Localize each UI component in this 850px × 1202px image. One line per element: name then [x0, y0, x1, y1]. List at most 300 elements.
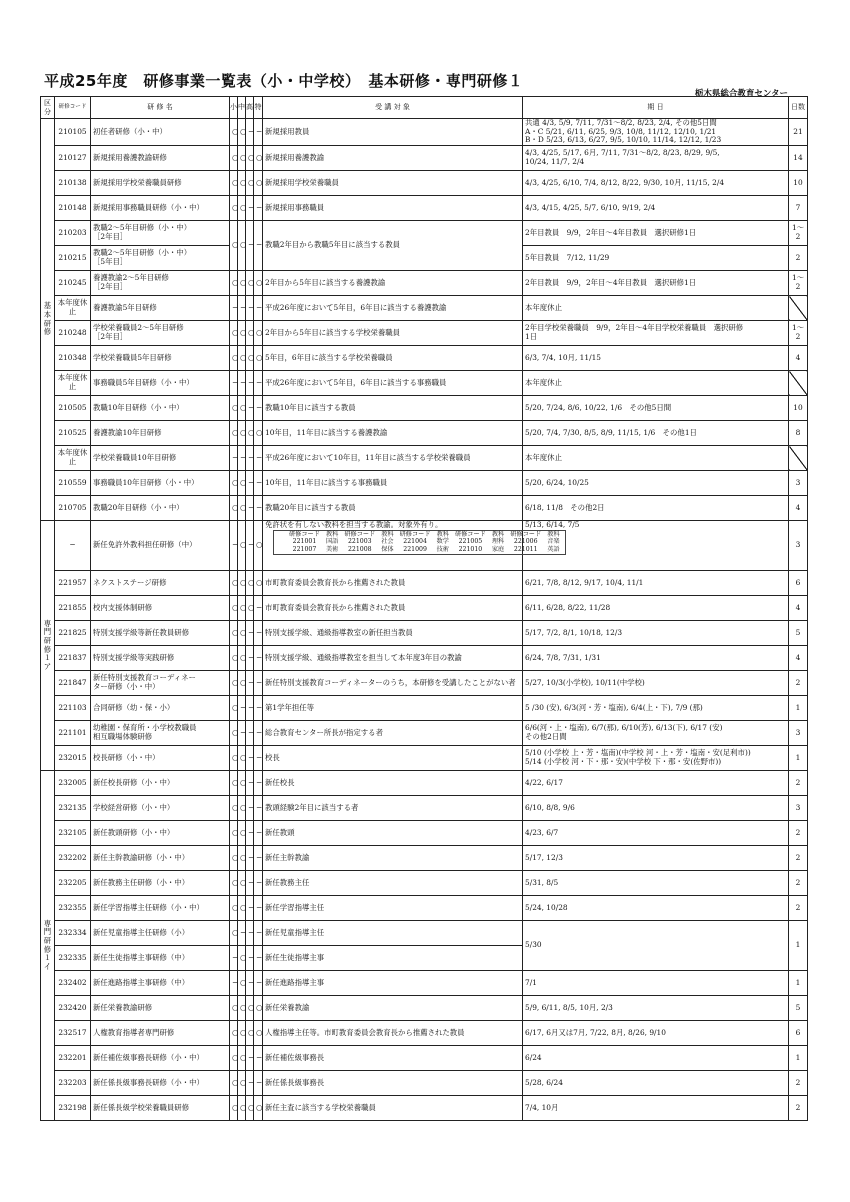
school-mark: − [254, 496, 263, 521]
school-mark: − [230, 446, 238, 471]
school-mark: − [246, 296, 254, 321]
training-name [91, 346, 230, 371]
school-mark: − [254, 596, 263, 621]
training-name-line: 初任者研修（小・中） [93, 126, 167, 136]
section-label-senmon_i [41, 771, 55, 1121]
schedule-cell [523, 396, 789, 421]
menkyo-cell: 221004 [403, 538, 427, 546]
target-cell: 新任主査に該当する学校栄養職員 [263, 1096, 523, 1121]
schedule-cell [523, 271, 789, 296]
school-mark: − [246, 771, 254, 796]
text-line: 学校栄養職員2〜5年目研修 [93, 323, 184, 333]
header-target: 受 講 対 象 [263, 97, 523, 119]
target-cell: 新任進路指導主事 [263, 971, 523, 996]
menkyo-cell: 221009 [403, 545, 427, 553]
schedule-cell [523, 971, 789, 996]
training-name [91, 1021, 230, 1046]
training-name [91, 896, 230, 921]
table-row [41, 996, 808, 1021]
school-mark: ○ [230, 1021, 238, 1046]
table-row [41, 1046, 808, 1071]
school-mark: − [254, 671, 263, 696]
training-code: 221101 [55, 721, 91, 746]
target-cell: 総合教育センター所長が指定する者 [263, 721, 523, 746]
schedule-cell [523, 1096, 789, 1121]
school-mark: ○ [238, 471, 246, 496]
target-cell: 第1学年担任等 [263, 696, 523, 721]
school-mark: ○ [230, 921, 238, 946]
school-mark: ○ [238, 746, 246, 771]
school-mark: ○ [238, 671, 246, 696]
text-line: 共通 4/3, 5/9, 7/11, 7/31〜8/2, 8/23, 2/4, その他5日間 [525, 118, 717, 127]
schedule-cell [523, 821, 789, 846]
school-mark: − [246, 921, 254, 946]
school-mark: − [246, 896, 254, 921]
schedule-cell [523, 746, 789, 771]
training-name-line: 新任生徒指導主事研修（中） [93, 952, 190, 962]
training-name [91, 221, 230, 246]
schedule-cell-line: 本年度休止 [525, 377, 562, 387]
table-row [41, 921, 808, 946]
school-mark: − [254, 846, 263, 871]
school-mark: ○ [238, 171, 246, 196]
table-row [41, 196, 808, 221]
school-mark: − [254, 196, 263, 221]
target-cell: 新任係長級事務長 [263, 1071, 523, 1096]
text-line: 教職2〜5年目研修（小・中） [93, 248, 192, 258]
table-row [41, 646, 808, 671]
training-code: 232015 [55, 746, 91, 771]
days-cell: 10 [789, 171, 808, 196]
training-name-line: 校内支援体制研修 [93, 602, 153, 612]
school-mark: − [246, 221, 254, 271]
menkyo-cell: 美術 [325, 545, 339, 553]
table-row [41, 371, 808, 396]
text-line: ［2年目］ [93, 232, 128, 242]
training-code: 232420 [55, 996, 91, 1021]
target-cell: 新規採用事務職員 [263, 196, 523, 221]
school-mark: ○ [254, 321, 263, 346]
school-mark: − [254, 1046, 263, 1071]
days-cell: 5 [789, 621, 808, 646]
section-char: １ [43, 953, 52, 963]
school-mark: − [230, 971, 238, 996]
school-mark: − [246, 971, 254, 996]
school-mark: ○ [238, 221, 246, 271]
target-cell: 5年目，6年目に該当する学校栄養職員 [263, 346, 523, 371]
days-cell [789, 296, 808, 321]
school-mark: − [238, 296, 246, 321]
section-char: 研 [43, 318, 52, 328]
target-cell: 校長 [263, 746, 523, 771]
training-name [91, 246, 230, 271]
target-cell: 平成26年度において10年目，11年目に該当する学校栄養職員 [263, 446, 523, 471]
school-mark: − [254, 871, 263, 896]
schedule-cell [523, 496, 789, 521]
training-name [91, 396, 230, 421]
training-name-line: 学校経営研修（小・中） [93, 802, 175, 812]
days-cell: 2 [789, 246, 808, 271]
table-row [41, 119, 808, 146]
header-row [41, 97, 808, 119]
school-mark: ○ [254, 421, 263, 446]
training-name-line: 教職20年目研修（小・中） [93, 502, 184, 512]
training-name-line: 新任進路指導主事研修（中） [93, 977, 190, 987]
text-line: 4/3, 4/25, 5/17, 6月, 7/11, 7/31〜8/2, 8/23, 8/29, 9/5, [525, 148, 720, 158]
schedule-cell [523, 321, 789, 346]
schedule-cell-line: 本年度休止 [525, 302, 562, 312]
training-code: 210505 [55, 396, 91, 421]
table-row [41, 896, 808, 921]
training-name-line: 特別支援学級等実践研修 [93, 652, 175, 662]
school-mark: − [254, 946, 263, 971]
schedule-cell-line: 6/10, 8/8, 9/6 [525, 802, 575, 812]
school-mark: − [246, 196, 254, 221]
school-mark: ○ [230, 271, 238, 296]
school-mark: − [246, 496, 254, 521]
school-mark: − [254, 446, 263, 471]
days-cell: 4 [789, 496, 808, 521]
days-cell: 2 [789, 821, 808, 846]
schedule-cell-line: 6/11, 6/28, 8/22, 11/28 [525, 602, 611, 612]
school-mark: ○ [230, 119, 238, 146]
school-mark: ○ [238, 1021, 246, 1046]
days-cell: 6 [789, 1021, 808, 1046]
training-code: 221103 [55, 696, 91, 721]
school-mark: ○ [238, 346, 246, 371]
training-code: 210127 [55, 146, 91, 171]
training-code: 232334 [55, 921, 91, 946]
menkyo-cell: 221005 [458, 538, 483, 546]
target-cell: 新規採用養護教諭 [263, 146, 523, 171]
school-mark: ○ [238, 146, 246, 171]
school-mark: ○ [230, 1071, 238, 1096]
schedule-cell-line: 6/21, 7/8, 8/12, 9/17, 10/4, 11/1 [525, 577, 644, 587]
training-code: 232355 [55, 896, 91, 921]
schedule-cell-line: 4/3, 4/25, 6/10, 7/4, 8/12, 8/22, 9/30, 10月, 11/15, 2/4 [525, 177, 725, 187]
menkyo-cell: 221003 [347, 538, 372, 546]
schedule-cell-line: 5/9, 6/11, 8/5, 10月, 2/3 [525, 1002, 613, 1012]
school-mark: ○ [254, 571, 263, 596]
schedule-cell [523, 371, 789, 396]
table-row [41, 271, 808, 296]
menkyo-cell: 英語 [547, 545, 560, 553]
page-title: 平成25年度 研修事業一覧表（小・中学校） 基本研修・専門研修１ [44, 72, 524, 90]
section-char: 専 [43, 918, 52, 928]
days-cell: 3 [789, 721, 808, 746]
menkyo-row [286, 538, 563, 545]
table-row [41, 571, 808, 596]
section-char: １ [43, 653, 52, 663]
target-cell: 新任校長 [263, 771, 523, 796]
school-mark: − [246, 796, 254, 821]
training-name-line: 事務職員5年目研修（小・中） [93, 377, 194, 387]
section-char: 専 [43, 618, 52, 628]
school-mark: ○ [254, 171, 263, 196]
section-char: イ [43, 962, 52, 972]
menkyo-cell: 数学 [436, 538, 449, 546]
schedule-cell-line: 5 /30 (安), 6/3(河・芳・塩南), 6/4(上・下), 7/9 (那) [525, 702, 703, 712]
schedule-cell-line: 5/27, 10/3(小学校), 10/11(中学校) [525, 677, 645, 687]
days-cell: 1 [789, 1046, 808, 1071]
header-mid: 中 [238, 97, 246, 119]
training-name [91, 871, 230, 896]
training-name-line: 新規採用学校栄養職員研修 [93, 177, 182, 187]
school-mark: ○ [230, 1046, 238, 1071]
section-char: 門 [43, 927, 52, 937]
training-name [91, 996, 230, 1021]
school-mark: − [246, 846, 254, 871]
table-row [41, 621, 808, 646]
school-mark: ○ [238, 646, 246, 671]
schedule-cell-line: 5/17, 12/3 [525, 852, 563, 862]
target-cell: 新任補佐級事務長 [263, 1046, 523, 1071]
target-cell: 新規採用学校栄養職員 [263, 171, 523, 196]
schedule-cell [523, 221, 789, 246]
training-name [91, 321, 230, 346]
training-name-line: 教職10年目研修（小・中） [93, 402, 184, 412]
days-cell: 2 [789, 846, 808, 871]
days-cell: 2 [789, 896, 808, 921]
school-mark: − [246, 471, 254, 496]
header-elem: 小 [230, 97, 238, 119]
training-name-line: 新任栄養教諭研修 [93, 1002, 153, 1012]
days-cell: 3 [789, 796, 808, 821]
menkyo-cell: 国語 [325, 538, 339, 546]
training-name-line: 養護教諭5年目研修 [93, 302, 157, 312]
school-mark: ○ [246, 346, 254, 371]
school-mark: ○ [230, 146, 238, 171]
schedule-cell-line: 5/13, 6/14, 7/5 [525, 520, 580, 530]
section-char: 門 [43, 627, 52, 637]
text-line: A・C 5/21, 6/11, 6/25, 9/3, 10/8, 11/12, 12/10, 1/21 [525, 126, 717, 136]
training-code: 232105 [55, 821, 91, 846]
days-cell: 7 [789, 196, 808, 221]
school-mark: − [238, 721, 246, 746]
school-mark: ○ [238, 321, 246, 346]
training-name [91, 571, 230, 596]
school-mark: − [254, 796, 263, 821]
text-line: ター研修（小・中） [93, 682, 160, 692]
training-code: 232205 [55, 871, 91, 896]
training-name-line: 新任主幹教諭研修（小・中） [93, 852, 190, 862]
schedule-cell-line: 5/20, 7/4, 7/30, 8/5, 8/9, 11/15, 1/6 その他1日 [525, 427, 697, 437]
schedule-cell [523, 346, 789, 371]
school-mark: ○ [254, 996, 263, 1021]
school-mark: − [254, 721, 263, 746]
section-char: 修 [43, 327, 52, 337]
school-mark: ○ [238, 271, 246, 296]
section-char: 修 [43, 944, 52, 954]
school-mark: − [246, 521, 254, 571]
text-line: 幼稚園・保育所・小学校教職員 [93, 723, 197, 733]
schedule-cell [523, 871, 789, 896]
school-mark: ○ [238, 119, 246, 146]
school-mark: − [254, 921, 263, 946]
school-mark: ○ [230, 321, 238, 346]
school-mark: − [254, 821, 263, 846]
schedule-cell [523, 1046, 789, 1071]
table-row [41, 1096, 808, 1121]
training-name [91, 146, 230, 171]
header-name: 研 修 名 [91, 97, 230, 119]
text-line: ［2年目］ [93, 332, 128, 342]
training-code: 232202 [55, 846, 91, 871]
training-name [91, 1096, 230, 1121]
target-cell: 新任児童指導主任 [263, 921, 523, 946]
training-name-line: 新任児童指導主任研修（小） [93, 927, 190, 937]
school-mark: ○ [238, 896, 246, 921]
school-mark: − [246, 696, 254, 721]
header-schedule: 期 日 [523, 97, 789, 119]
school-mark: − [246, 1071, 254, 1096]
training-code: 221837 [55, 646, 91, 671]
school-mark: − [238, 696, 246, 721]
days-cell [789, 446, 808, 471]
school-mark: − [246, 646, 254, 671]
school-mark: ○ [230, 421, 238, 446]
school-mark: − [238, 446, 246, 471]
table-row [41, 721, 808, 746]
schedule-cell [523, 896, 789, 921]
schedule-cell [523, 646, 789, 671]
school-mark: ○ [238, 571, 246, 596]
menkyo-cell: 221006 [513, 538, 538, 546]
schedule-cell [523, 846, 789, 871]
target-cell: 特別支援学級、通級指導教室を担当して本年度3年目の教諭 [263, 646, 523, 671]
training-name-line: 新任係長級学校栄養職員研修 [93, 1102, 190, 1112]
text-line: 養護教諭2〜5年目研修 [93, 273, 169, 283]
school-mark: ○ [238, 596, 246, 621]
table-row [41, 1021, 808, 1046]
table-row [41, 346, 808, 371]
schedule-cell-line: 5/28, 6/24 [525, 1077, 563, 1087]
header-days: 日数 [789, 97, 808, 119]
target-cell: 10年目，11年目に該当する養護教諭 [263, 421, 523, 446]
school-mark: − [254, 746, 263, 771]
school-mark: ○ [254, 1021, 263, 1046]
schedule-cell-line: 5/20, 7/24, 8/6, 10/22, 1/6 その他5日間 [525, 402, 672, 412]
school-mark: ○ [254, 521, 263, 571]
training-name [91, 496, 230, 521]
school-mark: − [246, 746, 254, 771]
training-name [91, 971, 230, 996]
target-cell: 平成26年度において5年目，6年目に該当する事務職員 [263, 371, 523, 396]
target-cell: 新任栄養教諭 [263, 996, 523, 1021]
menkyo-cell: 教科 [491, 530, 505, 538]
schedule-cell-line: 5/31, 8/5 [525, 877, 559, 887]
training-name-line: 新任校長研修（小・中） [93, 777, 175, 787]
schedule-cell-line: 5/30 [525, 940, 542, 950]
target-cell: 市町教育委員会教育長から推薦された教員 [263, 571, 523, 596]
school-mark: ○ [230, 821, 238, 846]
school-mark: ○ [246, 321, 254, 346]
training-name [91, 1071, 230, 1096]
school-mark: − [246, 371, 254, 396]
menkyo-cell: 研修コード [510, 530, 542, 538]
schedule-cell [523, 246, 789, 271]
school-mark: − [230, 296, 238, 321]
training-code: 221855 [55, 596, 91, 621]
section-label-kihon [41, 119, 55, 521]
school-mark: − [254, 296, 263, 321]
training-name [91, 721, 230, 746]
training-name [91, 271, 230, 296]
school-mark: − [230, 371, 238, 396]
days-cell: 2 [789, 671, 808, 696]
training-name-line: 新任教務主任研修（小・中） [93, 877, 190, 887]
training-name-line: 学校栄養職員10年目研修 [93, 452, 177, 462]
training-name [91, 646, 230, 671]
school-mark: − [246, 721, 254, 746]
training-code: 232135 [55, 796, 91, 821]
table-row [41, 746, 808, 771]
section-char: 修 [43, 644, 52, 654]
training-name [91, 846, 230, 871]
school-mark: − [254, 646, 263, 671]
menkyo-cell: 研修コード [289, 530, 320, 538]
menkyo-cell: 社会 [381, 538, 394, 546]
training-name-line: 新任係長級事務長研修（小・中） [93, 1077, 204, 1087]
school-mark: − [254, 119, 263, 146]
days-cell: 1〜2 [789, 221, 808, 246]
training-name-line: 新任免許外教科担任研修（中） [93, 540, 197, 550]
school-mark: ○ [246, 596, 254, 621]
schedule-cell [523, 621, 789, 646]
training-code: 232198 [55, 1096, 91, 1121]
training-name [91, 746, 230, 771]
target-cell: 特別支援学級、通級指導教室の新任担当教員 [263, 621, 523, 646]
training-name [91, 946, 230, 971]
organization-name: 栃木県総合教育センター [694, 89, 788, 99]
header-special: 特 [254, 97, 263, 119]
training-name [91, 796, 230, 821]
school-mark: ○ [238, 1071, 246, 1096]
training-table [40, 96, 808, 1121]
training-code: 210559 [55, 471, 91, 496]
text-line: 6/6(河・上・塩南), 6/7(那), 6/10(芳), 6/13(下), 6/17 (安) [525, 723, 723, 733]
schedule-cell [523, 921, 789, 971]
school-mark: ○ [238, 421, 246, 446]
menkyo-cell: 家庭 [491, 545, 505, 553]
days-cell: 2 [789, 1071, 808, 1096]
school-mark: − [246, 446, 254, 471]
text-line: 1日 [525, 332, 538, 342]
training-name [91, 821, 230, 846]
school-mark: ○ [238, 521, 246, 571]
days-cell: 6 [789, 571, 808, 596]
target-cell: 新任学習指導主任 [263, 896, 523, 921]
school-mark: ○ [230, 721, 238, 746]
schedule-cell-line: 本年度休止 [525, 452, 562, 462]
school-mark: − [246, 871, 254, 896]
table-row [41, 321, 808, 346]
training-name-line: 新任補佐級事務長研修（小・中） [93, 1052, 204, 1062]
section-char: 研 [43, 935, 52, 945]
schedule-cell [523, 196, 789, 221]
training-name [91, 446, 230, 471]
training-name-line: 人権教育指導者専門研修 [93, 1027, 175, 1037]
schedule-cell [523, 1071, 789, 1096]
schedule-cell-line: 5/24, 10/28 [525, 902, 568, 912]
header-high: 高 [246, 97, 254, 119]
table-row [41, 696, 808, 721]
table-row [41, 821, 808, 846]
days-cell: 1〜2 [789, 271, 808, 296]
school-mark: − [238, 371, 246, 396]
training-name [91, 471, 230, 496]
days-cell: 14 [789, 146, 808, 171]
